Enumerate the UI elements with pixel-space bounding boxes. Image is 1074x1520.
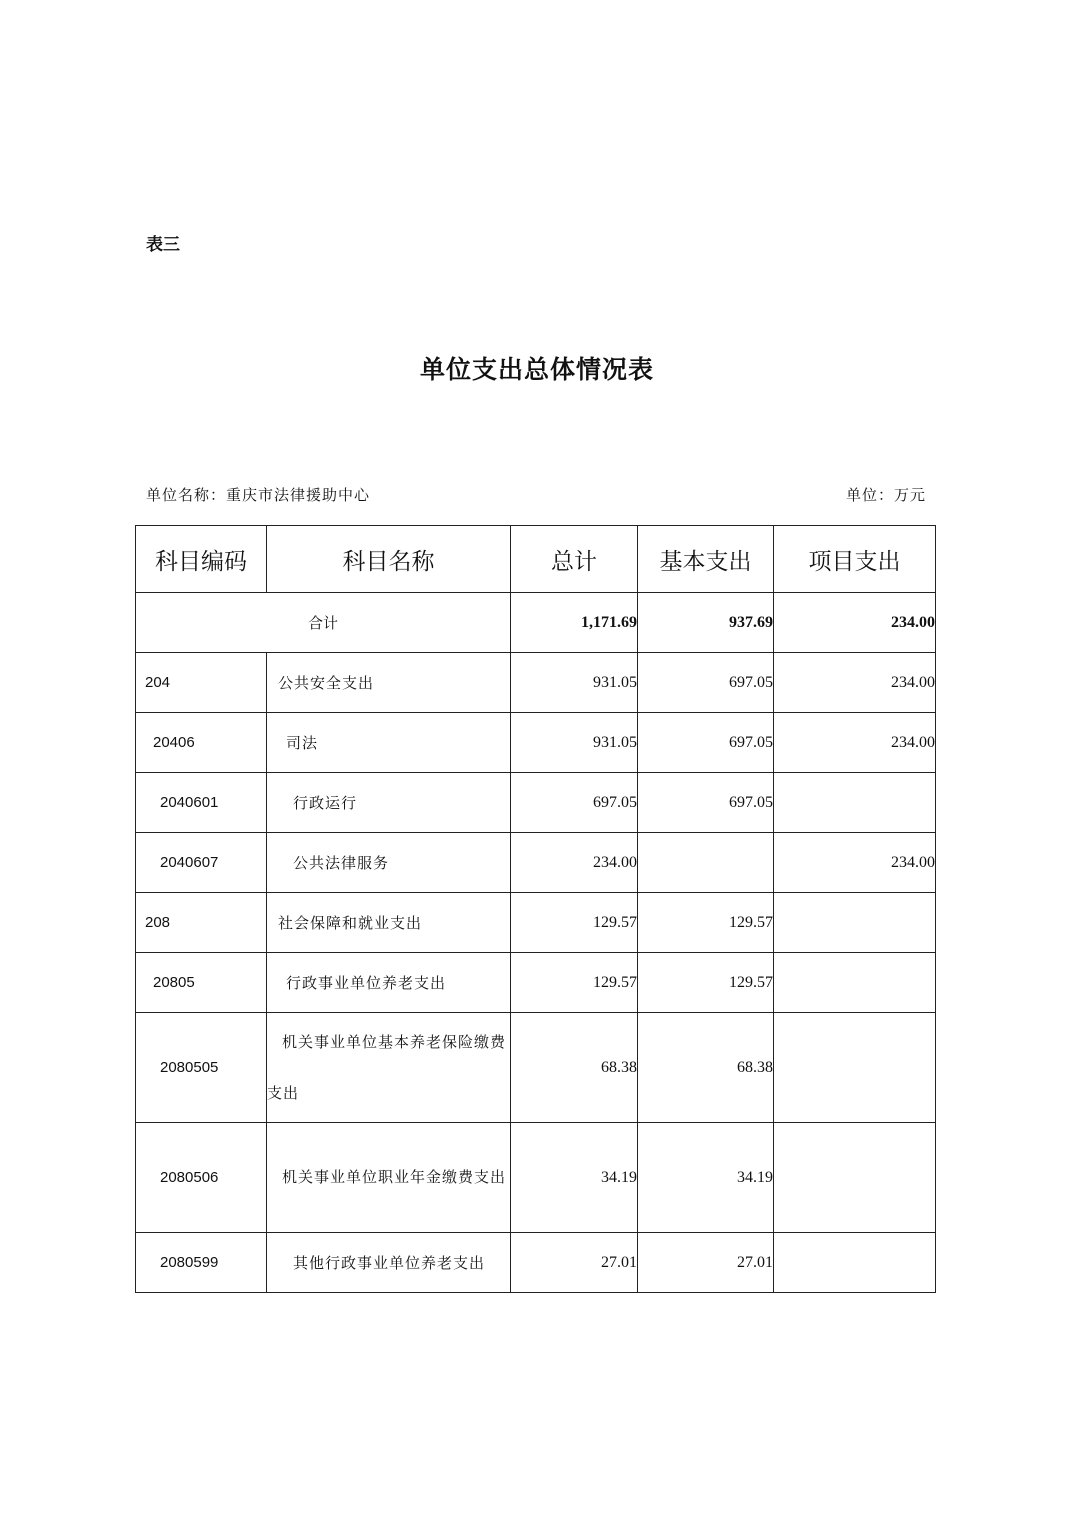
- table-row: [136, 1013, 936, 1123]
- name-cell: [267, 1123, 511, 1233]
- unit-name: 单位名称：重庆市法律援助中心: [146, 486, 371, 504]
- header-code: 科目编码: [136, 526, 267, 593]
- code-cell: 2080599: [136, 1233, 267, 1293]
- project-cell: [774, 953, 936, 1013]
- code-cell: 2080505: [136, 1013, 267, 1123]
- name-cell: 社会保障和就业支出: [267, 893, 511, 953]
- basic-cell: [638, 833, 774, 893]
- basic-cell: 697.05: [638, 773, 774, 833]
- expenditure-table: [135, 525, 936, 1293]
- basic-cell: 937.69: [638, 593, 774, 653]
- project-cell: [774, 1013, 936, 1123]
- page-title: 单位支出总体情况表: [419, 355, 654, 384]
- name-text: 机关事业单位职业年金缴费支出: [282, 1168, 507, 1186]
- name-cell: 公共安全支出: [267, 653, 511, 713]
- total-cell: 234.00: [511, 833, 638, 893]
- name-cell: 其他行政事业单位养老支出: [267, 1233, 511, 1293]
- total-cell: 34.19: [511, 1123, 638, 1233]
- project-cell: [774, 1233, 936, 1293]
- code-cell: 20406: [136, 713, 267, 773]
- name-cell: 司法: [267, 713, 511, 773]
- total-cell: 68.38: [511, 1013, 638, 1123]
- table-row: [136, 893, 936, 953]
- table-row: [136, 773, 936, 833]
- total-label: 合计: [136, 593, 511, 653]
- table-row: [136, 833, 936, 893]
- table-label: 表三: [146, 235, 180, 255]
- total-cell: 27.01: [511, 1233, 638, 1293]
- name-text: 机关事业单位基本养老保险缴费支出: [267, 1032, 507, 1102]
- code-cell: 20805: [136, 953, 267, 1013]
- code-cell: 208: [136, 893, 267, 953]
- name-cell: 行政运行: [267, 773, 511, 833]
- basic-cell: 68.38: [638, 1013, 774, 1123]
- project-cell: [774, 1123, 936, 1233]
- project-cell: [774, 773, 936, 833]
- name-cell: 行政事业单位养老支出: [267, 953, 511, 1013]
- basic-cell: 697.05: [638, 713, 774, 773]
- header-name: 科目名称: [267, 526, 511, 593]
- total-cell: 1,171.69: [511, 593, 638, 653]
- header-basic: 基本支出: [638, 526, 774, 593]
- total-cell: 931.05: [511, 653, 638, 713]
- project-cell: 234.00: [774, 833, 936, 893]
- table-row: [136, 953, 936, 1013]
- project-cell: 234.00: [774, 653, 936, 713]
- header-total: 总计: [511, 526, 638, 593]
- total-cell: 129.57: [511, 893, 638, 953]
- basic-cell: 34.19: [638, 1123, 774, 1233]
- name-cell: [267, 1013, 511, 1123]
- project-cell: 234.00: [774, 593, 936, 653]
- header-row: [136, 526, 936, 593]
- basic-cell: 697.05: [638, 653, 774, 713]
- code-cell: 2080506: [136, 1123, 267, 1233]
- total-cell: 129.57: [511, 953, 638, 1013]
- table-row: [136, 1123, 936, 1233]
- header-project: 项目支出: [774, 526, 936, 593]
- total-row: [136, 593, 936, 653]
- basic-cell: 129.57: [638, 953, 774, 1013]
- project-cell: [774, 893, 936, 953]
- name-cell: 公共法律服务: [267, 833, 511, 893]
- basic-cell: 129.57: [638, 893, 774, 953]
- total-cell: 697.05: [511, 773, 638, 833]
- code-cell: 204: [136, 653, 267, 713]
- code-cell: 2040601: [136, 773, 267, 833]
- code-cell: 2040607: [136, 833, 267, 893]
- table-row: [136, 1233, 936, 1293]
- total-cell: 931.05: [511, 713, 638, 773]
- table-row: [136, 713, 936, 773]
- project-cell: 234.00: [774, 713, 936, 773]
- currency-unit: 单位：万元: [845, 486, 926, 504]
- basic-cell: 27.01: [638, 1233, 774, 1293]
- table-row: [136, 653, 936, 713]
